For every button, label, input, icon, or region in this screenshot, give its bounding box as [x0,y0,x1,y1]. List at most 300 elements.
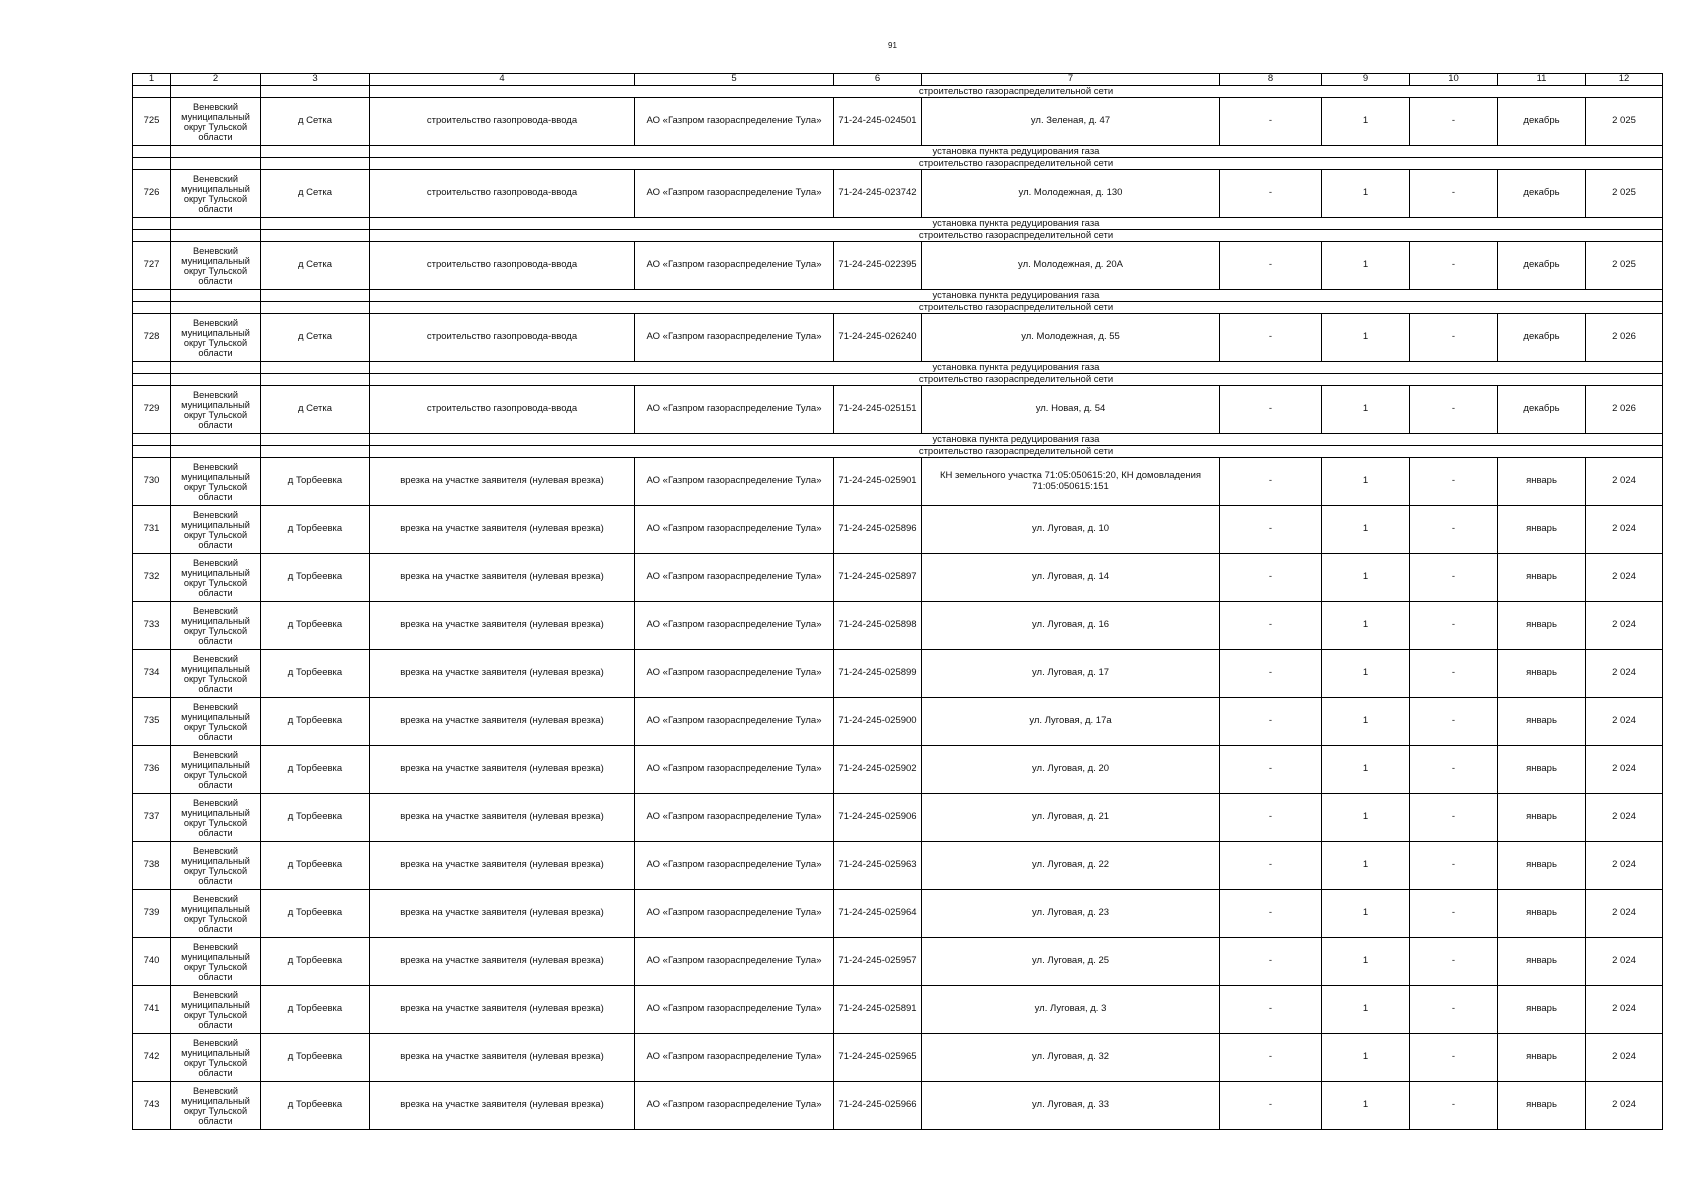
object-code-cell: 71-24-245-023742 [834,170,922,218]
month-cell: январь [1498,986,1586,1034]
column-9-cell: 1 [1322,98,1410,146]
organization-cell: АО «Газпром газораспределение Тула» [635,746,834,794]
object-code-cell: 71-24-245-022395 [834,242,922,290]
organization-cell: АО «Газпром газораспределение Тула» [635,386,834,434]
object-code-cell: 71-24-245-025957 [834,938,922,986]
empty-cell [261,434,370,446]
column-9-cell: 1 [1322,746,1410,794]
empty-cell [133,230,171,242]
address-cell: ул. Молодежная, д. 20А [922,242,1220,290]
organization-cell: АО «Газпром газораспределение Тула» [635,1082,834,1130]
sub-work-label: строительство газораспределительной сети [370,230,1663,242]
column-8-cell: - [1220,1034,1322,1082]
column-9-cell: 1 [1322,938,1410,986]
sub-work-label: установка пункта редуцирования газа [370,362,1663,374]
empty-cell [261,302,370,314]
row-number: 736 [133,746,171,794]
column-10-cell: - [1410,170,1498,218]
column-8-cell: - [1220,314,1322,362]
organization-cell: АО «Газпром газораспределение Тула» [635,938,834,986]
address-cell: ул. Луговая, д. 25 [922,938,1220,986]
column-10-cell: - [1410,890,1498,938]
table-row [133,506,1663,554]
works-table [132,73,1663,1130]
work-type-cell: врезка на участке заявителя (нулевая врезка) [370,458,635,506]
column-8-cell: - [1220,938,1322,986]
row-number: 729 [133,386,171,434]
column-10-cell: - [1410,386,1498,434]
row-number: 732 [133,554,171,602]
district-cell: Веневский муниципальный округ Тульской области [171,794,261,842]
column-9-cell: 1 [1322,506,1410,554]
address-cell: ул. Луговая, д. 33 [922,1082,1220,1130]
object-code-cell: 71-24-245-025899 [834,650,922,698]
column-10-cell: - [1410,842,1498,890]
column-10-cell: - [1410,314,1498,362]
object-code-cell: 71-24-245-025900 [834,698,922,746]
empty-cell [133,302,171,314]
district-cell: Веневский муниципальный округ Тульской области [171,98,261,146]
column-10-cell: - [1410,698,1498,746]
table-row [133,1034,1663,1082]
month-cell: декабрь [1498,98,1586,146]
address-cell: ул. Молодежная, д. 130 [922,170,1220,218]
organization-cell: АО «Газпром газораспределение Тула» [635,458,834,506]
sub-work-label: строительство газораспределительной сети [370,86,1663,98]
row-number: 733 [133,602,171,650]
settlement-cell: д Торбеевка [261,842,370,890]
month-cell: декабрь [1498,314,1586,362]
sub-work-row [133,146,1663,158]
empty-cell [261,446,370,458]
sub-work-label: строительство газораспределительной сети [370,446,1663,458]
settlement-cell: д Торбеевка [261,746,370,794]
address-cell: ул. Луговая, д. 23 [922,890,1220,938]
column-9-cell: 1 [1322,170,1410,218]
row-number: 741 [133,986,171,1034]
column-8-cell: - [1220,554,1322,602]
column-8-cell: - [1220,242,1322,290]
row-number: 737 [133,794,171,842]
sub-work-label: установка пункта редуцирования газа [370,290,1663,302]
empty-cell [171,290,261,302]
work-type-cell: строительство газопровода-ввода [370,386,635,434]
column-9-cell: 1 [1322,1082,1410,1130]
row-number: 734 [133,650,171,698]
work-type-cell: строительство газопровода-ввода [370,170,635,218]
row-number: 728 [133,314,171,362]
object-code-cell: 71-24-245-025898 [834,602,922,650]
address-cell: ул. Луговая, д. 21 [922,794,1220,842]
settlement-cell: д Торбеевка [261,458,370,506]
year-cell: 2 024 [1586,698,1663,746]
month-cell: январь [1498,506,1586,554]
settlement-cell: д Сетка [261,98,370,146]
address-cell: ул. Луговая, д. 3 [922,986,1220,1034]
column-10-cell: - [1410,602,1498,650]
table-row [133,986,1663,1034]
empty-cell [133,362,171,374]
object-code-cell: 71-24-245-025151 [834,386,922,434]
district-cell: Веневский муниципальный округ Тульской области [171,458,261,506]
column-9-cell: 1 [1322,890,1410,938]
year-cell: 2 024 [1586,842,1663,890]
month-cell: декабрь [1498,386,1586,434]
table-row [133,98,1663,146]
object-code-cell: 71-24-245-025963 [834,842,922,890]
empty-cell [171,218,261,230]
row-number: 742 [133,1034,171,1082]
sub-work-label: строительство газораспределительной сети [370,374,1663,386]
work-type-cell: врезка на участке заявителя (нулевая врезка) [370,890,635,938]
month-cell: январь [1498,602,1586,650]
table-row [133,554,1663,602]
work-type-cell: врезка на участке заявителя (нулевая врезка) [370,602,635,650]
empty-cell [171,158,261,170]
table-row [133,746,1663,794]
month-cell: январь [1498,698,1586,746]
page-number: 91 [888,41,897,50]
column-8-cell: - [1220,986,1322,1034]
column-number: 4 [370,74,635,86]
column-8-cell: - [1220,602,1322,650]
empty-cell [261,86,370,98]
column-9-cell: 1 [1322,1034,1410,1082]
work-type-cell: строительство газопровода-ввода [370,314,635,362]
table-row [133,1082,1663,1130]
row-number: 731 [133,506,171,554]
district-cell: Веневский муниципальный округ Тульской области [171,1034,261,1082]
object-code-cell: 71-24-245-025966 [834,1082,922,1130]
empty-cell [133,218,171,230]
empty-cell [133,290,171,302]
work-type-cell: врезка на участке заявителя (нулевая врезка) [370,698,635,746]
month-cell: январь [1498,1082,1586,1130]
empty-cell [133,158,171,170]
object-code-cell: 71-24-245-025902 [834,746,922,794]
object-code-cell: 71-24-245-024501 [834,98,922,146]
district-cell: Веневский муниципальный округ Тульской области [171,698,261,746]
empty-cell [261,218,370,230]
table-row [133,650,1663,698]
column-9-cell: 1 [1322,314,1410,362]
year-cell: 2 024 [1586,1082,1663,1130]
district-cell: Веневский муниципальный округ Тульской области [171,386,261,434]
sub-work-label: установка пункта редуцирования газа [370,218,1663,230]
district-cell: Веневский муниципальный округ Тульской области [171,890,261,938]
object-code-cell: 71-24-245-025891 [834,986,922,1034]
month-cell: январь [1498,938,1586,986]
column-8-cell: - [1220,1082,1322,1130]
empty-cell [171,146,261,158]
work-type-cell: врезка на участке заявителя (нулевая врезка) [370,650,635,698]
table-row [133,458,1663,506]
address-cell: ул. Луговая, д. 10 [922,506,1220,554]
year-cell: 2 024 [1586,986,1663,1034]
address-cell: ул. Луговая, д. 22 [922,842,1220,890]
column-10-cell: - [1410,986,1498,1034]
empty-cell [261,290,370,302]
column-number-row [133,74,1663,86]
row-number: 726 [133,170,171,218]
address-cell: ул. Луговая, д. 14 [922,554,1220,602]
month-cell: декабрь [1498,242,1586,290]
column-10-cell: - [1410,242,1498,290]
district-cell: Веневский муниципальный округ Тульской области [171,746,261,794]
empty-cell [171,434,261,446]
year-cell: 2 024 [1586,650,1663,698]
column-9-cell: 1 [1322,650,1410,698]
sub-work-row [133,86,1663,98]
address-cell: КН земельного участка 71:05:050615:20, КН домовладения 71:05:050615:151 [922,458,1220,506]
column-number: 3 [261,74,370,86]
district-cell: Веневский муниципальный округ Тульской области [171,242,261,290]
settlement-cell: д Торбеевка [261,1082,370,1130]
row-number: 730 [133,458,171,506]
work-type-cell: врезка на участке заявителя (нулевая врезка) [370,986,635,1034]
object-code-cell: 71-24-245-025901 [834,458,922,506]
address-cell: ул. Зеленая, д. 47 [922,98,1220,146]
district-cell: Веневский муниципальный округ Тульской области [171,602,261,650]
empty-cell [261,374,370,386]
table-row [133,602,1663,650]
empty-cell [133,86,171,98]
settlement-cell: д Торбеевка [261,938,370,986]
year-cell: 2 024 [1586,890,1663,938]
table-row [133,242,1663,290]
column-number: 6 [834,74,922,86]
year-cell: 2 024 [1586,602,1663,650]
organization-cell: АО «Газпром газораспределение Тула» [635,170,834,218]
work-type-cell: врезка на участке заявителя (нулевая врезка) [370,1034,635,1082]
row-number: 735 [133,698,171,746]
column-number: 5 [635,74,834,86]
column-10-cell: - [1410,554,1498,602]
settlement-cell: д Торбеевка [261,890,370,938]
table-row [133,890,1663,938]
month-cell: январь [1498,842,1586,890]
table-row [133,938,1663,986]
work-type-cell: врезка на участке заявителя (нулевая врезка) [370,938,635,986]
address-cell: ул. Молодежная, д. 55 [922,314,1220,362]
empty-cell [133,374,171,386]
year-cell: 2 025 [1586,242,1663,290]
object-code-cell: 71-24-245-025896 [834,506,922,554]
column-number: 2 [171,74,261,86]
column-10-cell: - [1410,458,1498,506]
column-10-cell: - [1410,98,1498,146]
settlement-cell: д Торбеевка [261,1034,370,1082]
column-9-cell: 1 [1322,602,1410,650]
month-cell: январь [1498,458,1586,506]
row-number: 727 [133,242,171,290]
column-10-cell: - [1410,1082,1498,1130]
column-9-cell: 1 [1322,554,1410,602]
address-cell: ул. Луговая, д. 17а [922,698,1220,746]
sub-work-row [133,290,1663,302]
work-type-cell: строительство газопровода-ввода [370,242,635,290]
column-10-cell: - [1410,794,1498,842]
column-9-cell: 1 [1322,986,1410,1034]
column-10-cell: - [1410,746,1498,794]
work-type-cell: врезка на участке заявителя (нулевая врезка) [370,554,635,602]
district-cell: Веневский муниципальный округ Тульской области [171,650,261,698]
column-8-cell: - [1220,794,1322,842]
organization-cell: АО «Газпром газораспределение Тула» [635,986,834,1034]
organization-cell: АО «Газпром газораспределение Тула» [635,890,834,938]
organization-cell: АО «Газпром газораспределение Тула» [635,98,834,146]
object-code-cell: 71-24-245-025964 [834,890,922,938]
column-9-cell: 1 [1322,386,1410,434]
sub-work-row [133,446,1663,458]
sub-work-row [133,302,1663,314]
sub-work-label: строительство газораспределительной сети [370,158,1663,170]
settlement-cell: д Сетка [261,170,370,218]
row-number: 740 [133,938,171,986]
empty-cell [261,230,370,242]
table-row [133,698,1663,746]
settlement-cell: д Торбеевка [261,602,370,650]
year-cell: 2 024 [1586,458,1663,506]
district-cell: Веневский муниципальный округ Тульской области [171,170,261,218]
table-row [133,794,1663,842]
row-number: 738 [133,842,171,890]
district-cell: Веневский муниципальный округ Тульской области [171,842,261,890]
empty-cell [133,446,171,458]
year-cell: 2 024 [1586,938,1663,986]
address-cell: ул. Луговая, д. 16 [922,602,1220,650]
organization-cell: АО «Газпром газораспределение Тула» [635,698,834,746]
column-number: 7 [922,74,1220,86]
year-cell: 2 024 [1586,1034,1663,1082]
empty-cell [171,86,261,98]
sub-work-row [133,362,1663,374]
month-cell: декабрь [1498,170,1586,218]
column-10-cell: - [1410,938,1498,986]
organization-cell: АО «Газпром газораспределение Тула» [635,314,834,362]
organization-cell: АО «Газпром газораспределение Тула» [635,842,834,890]
work-type-cell: врезка на участке заявителя (нулевая врезка) [370,506,635,554]
empty-cell [133,434,171,446]
column-9-cell: 1 [1322,698,1410,746]
table-body [133,74,1663,1130]
column-8-cell: - [1220,386,1322,434]
sub-work-row [133,434,1663,446]
column-8-cell: - [1220,842,1322,890]
table-row [133,386,1663,434]
empty-cell [171,374,261,386]
column-8-cell: - [1220,458,1322,506]
table-row [133,842,1663,890]
work-type-cell: врезка на участке заявителя (нулевая врезка) [370,1082,635,1130]
column-number: 8 [1220,74,1322,86]
column-number: 1 [133,74,171,86]
month-cell: январь [1498,746,1586,794]
row-number: 743 [133,1082,171,1130]
empty-cell [261,146,370,158]
object-code-cell: 71-24-245-025897 [834,554,922,602]
district-cell: Веневский муниципальный округ Тульской области [171,506,261,554]
settlement-cell: д Торбеевка [261,986,370,1034]
year-cell: 2 024 [1586,554,1663,602]
empty-cell [261,158,370,170]
address-cell: ул. Луговая, д. 20 [922,746,1220,794]
sub-work-label: установка пункта редуцирования газа [370,146,1663,158]
column-8-cell: - [1220,650,1322,698]
sub-work-row [133,218,1663,230]
empty-cell [171,302,261,314]
address-cell: ул. Луговая, д. 32 [922,1034,1220,1082]
object-code-cell: 71-24-245-025906 [834,794,922,842]
work-type-cell: врезка на участке заявителя (нулевая врезка) [370,794,635,842]
settlement-cell: д Торбеевка [261,698,370,746]
month-cell: январь [1498,1034,1586,1082]
settlement-cell: д Сетка [261,314,370,362]
district-cell: Веневский муниципальный округ Тульской области [171,986,261,1034]
settlement-cell: д Сетка [261,386,370,434]
settlement-cell: д Торбеевка [261,650,370,698]
empty-cell [133,146,171,158]
empty-cell [261,362,370,374]
column-9-cell: 1 [1322,842,1410,890]
object-code-cell: 71-24-245-026240 [834,314,922,362]
district-cell: Веневский муниципальный округ Тульской области [171,1082,261,1130]
row-number: 739 [133,890,171,938]
table-row [133,170,1663,218]
organization-cell: АО «Газпром газораспределение Тула» [635,506,834,554]
address-cell: ул. Луговая, д. 17 [922,650,1220,698]
year-cell: 2 024 [1586,506,1663,554]
column-9-cell: 1 [1322,458,1410,506]
year-cell: 2 024 [1586,746,1663,794]
column-number: 11 [1498,74,1586,86]
empty-cell [171,230,261,242]
settlement-cell: д Торбеевка [261,794,370,842]
column-10-cell: - [1410,1034,1498,1082]
table-row [133,314,1663,362]
organization-cell: АО «Газпром газораспределение Тула» [635,794,834,842]
column-8-cell: - [1220,698,1322,746]
settlement-cell: д Сетка [261,242,370,290]
year-cell: 2 024 [1586,794,1663,842]
settlement-cell: д Торбеевка [261,554,370,602]
column-number: 9 [1322,74,1410,86]
organization-cell: АО «Газпром газораспределение Тула» [635,242,834,290]
work-type-cell: строительство газопровода-ввода [370,98,635,146]
column-8-cell: - [1220,170,1322,218]
column-9-cell: 1 [1322,242,1410,290]
year-cell: 2 026 [1586,386,1663,434]
settlement-cell: д Торбеевка [261,506,370,554]
sub-work-row [133,374,1663,386]
sub-work-label: строительство газораспределительной сети [370,302,1663,314]
row-number: 725 [133,98,171,146]
address-cell: ул. Новая, д. 54 [922,386,1220,434]
sub-work-label: установка пункта редуцирования газа [370,434,1663,446]
organization-cell: АО «Газпром газораспределение Тула» [635,650,834,698]
object-code-cell: 71-24-245-025965 [834,1034,922,1082]
year-cell: 2 026 [1586,314,1663,362]
district-cell: Веневский муниципальный округ Тульской области [171,314,261,362]
work-type-cell: врезка на участке заявителя (нулевая врезка) [370,842,635,890]
work-type-cell: врезка на участке заявителя (нулевая врезка) [370,746,635,794]
column-number: 12 [1586,74,1663,86]
column-8-cell: - [1220,890,1322,938]
district-cell: Веневский муниципальный округ Тульской области [171,554,261,602]
column-10-cell: - [1410,650,1498,698]
column-number: 10 [1410,74,1498,86]
column-10-cell: - [1410,506,1498,554]
